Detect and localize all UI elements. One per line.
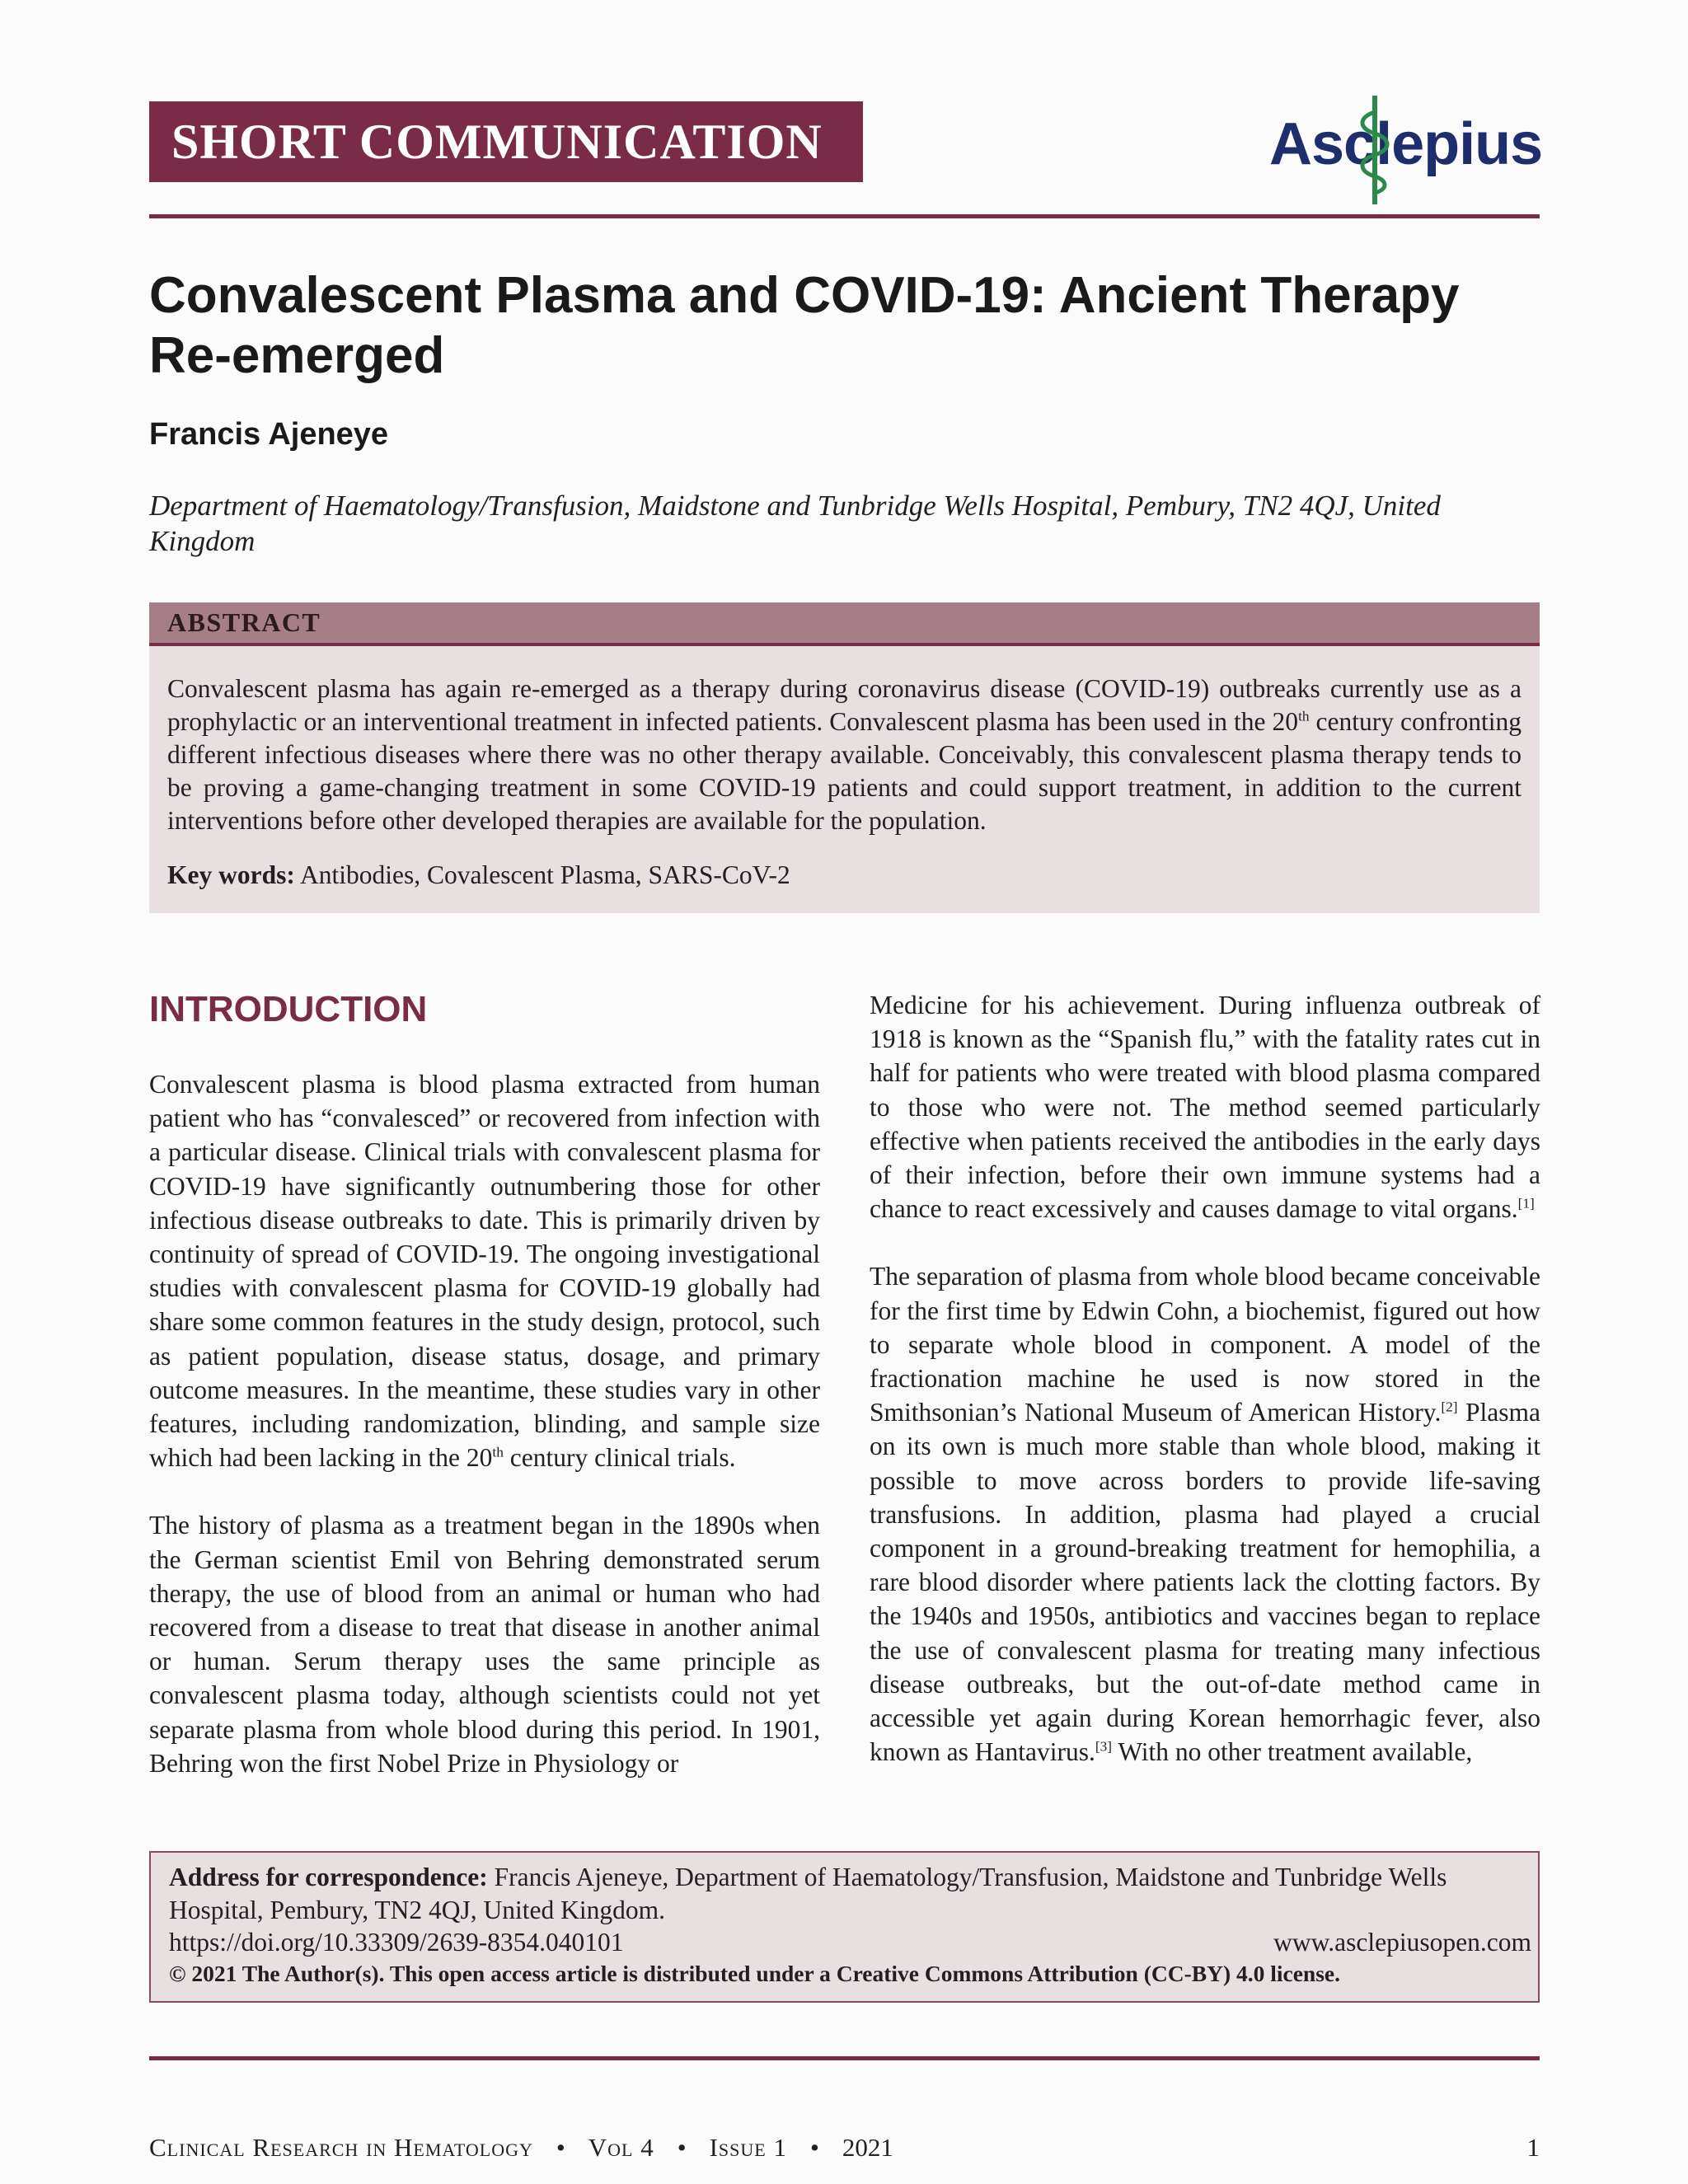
journal-name: Clinical Research in Hematology [149, 2133, 533, 2162]
page-footer [149, 2133, 1540, 2163]
year: 2021 [842, 2133, 893, 2162]
page-number: 1 [1526, 2133, 1540, 2162]
volume: Vol 4 [588, 2133, 654, 2162]
journal-citation [149, 2133, 893, 2163]
publisher-logo [1266, 92, 1543, 208]
separator-dot: • [809, 2133, 819, 2162]
citation-link[interactable]: [1] [1517, 1195, 1535, 1212]
correspondence-label: Address for correspondence: [169, 1863, 488, 1891]
abstract-heading: ABSTRACT [149, 602, 1540, 643]
website-link[interactable]: www.asclepiusopen.com [1273, 1928, 1531, 1957]
paragraph: Medicine for his achievement. During influenza outbreak of 1918 is known as the “Spanish flu,” with the fatality rates cut in half for patients who were treated with blood plasma compared to those who were not. The method seemed particularly effective when patients received the antibodies in the early days of their infection, before their own immune systems had a chance to react excessively and causes damage to vital organs.[1] [870, 991, 1540, 1224]
citation-link[interactable]: [2] [1441, 1399, 1458, 1415]
paragraph: The history of plasma as a treatment began in the 1890s when the German scientist Emil von Behring demonstrated serum therapy, the use of blood from an animal or human who had recovered from a disease to treat that disease in another animal or human. Serum therapy uses the same principle as convalescent plasma today, although scientists could not yet separate plasma from whole blood during this period. In 1901, Behring won the first Nobel Prize in Physiology or [149, 1511, 820, 1778]
correspondence-address: Address for correspondence: Francis Ajeneye, Department of Haematology/Transfusion, Maidstone and Tunbridge Wells Hospital, Pembury, TN2 4QJ, United Kingdom. [169, 1863, 1447, 1924]
license-notice: © 2021 The Author(s). This open access article is distributed under a Creative Commons Attribution (CC-BY) 4.0 license. [169, 1960, 1341, 1986]
caduceus-icon [1266, 92, 1530, 208]
issue: Issue 1 [709, 2133, 787, 2162]
article-title: Convalescent Plasma and COVID-19: Ancient Therapy Re-emerged [149, 267, 1460, 384]
header-divider [149, 214, 1540, 218]
abstract-text: Convalescent plasma has again re-emerged as a therapy during coronavirus disease (COVID-19) outbreaks currently use as a prophylactic or an interventional treatment in infected patients. Convalescent plasma has been used in the 20th century confronting different infectious diseases where there was no other therapy available. Conceivably, this convalescent plasma therapy tends to be proving a game-changing treatment in some COVID-19 patients and could support treatment, in addition to the current interventions before other developed therapies are available for the population. [167, 674, 1522, 835]
paragraph: The separation of plasma from whole blood became conceivable for the first time by Edwin Cohn, a biochemist, figured out how to separate whole blood in component. A model of the fractionation machine he used is now stored in the Smithsonian’s National Museum of American History.[2] Plasma on its own is much more stable than whole blood, making it possible to move across borders to provide life-saving transfusions. In addition, plasma had played a crucial component in a ground-breaking treatment for hemophilia, a rare blood disorder where patients lack the clotting factors. By the 1940s and 1950s, antibiotics and vaccines began to replace the use of convalescent plasma for treating many infectious disease outbreaks, but the out-of-date method came in accessible yet again during Korean hemorrhagic fever, also known as Hantavirus.[3] With no other treatment available, [870, 1262, 1540, 1767]
keywords [167, 859, 1522, 892]
author-name: Francis Ajeneye [149, 417, 389, 452]
citation-link[interactable]: [3] [1095, 1738, 1113, 1755]
author-affiliation: Department of Haematology/Transfusion, Maidstone and Tunbridge Wells Hospital, Pembury, TN2 4QJ, United Kingdom [149, 490, 1441, 557]
publisher-logo-text: Asclepius [1269, 111, 1543, 177]
body-column-right [870, 988, 1540, 1802]
keywords-list: Antibodies, Covalescent Plasma, SARS-CoV-2 [294, 860, 790, 889]
body-column-left [149, 985, 820, 1814]
doi-row [169, 1926, 1531, 1959]
section-heading-introduction: INTRODUCTION [149, 989, 428, 1029]
separator-dot: • [556, 2133, 565, 2162]
abstract-box [149, 646, 1540, 913]
footer-divider [149, 2056, 1540, 2060]
separator-dot: • [677, 2133, 687, 2162]
paragraph: Convalescent plasma is blood plasma extracted from human patient who has “convalesced” or recovered from infection with a particular disease. Clinical trials with convalescent plasma for COVID-19 have significantly outnumbering those for other infectious disease outbreaks to date. This is primarily driven by continuity of spread of COVID-19. The ongoing investigational studies with convalescent plasma for COVID-19 globally had share some common features in the study design, protocol, such as patient population, disease status, dosage, and primary outcome measures. In the meantime, these studies vary in other features, including randomization, blinding, and sample size which had been lacking in the 20th century clinical trials. [149, 1070, 820, 1473]
article-type-banner: SHORT COMMUNICATION [149, 101, 863, 182]
correspondence-box [149, 1851, 1540, 2003]
doi-link[interactable]: https://doi.org/10.33309/2639-8354.040101 [169, 1928, 624, 1957]
keywords-label: Key words: [167, 860, 295, 889]
